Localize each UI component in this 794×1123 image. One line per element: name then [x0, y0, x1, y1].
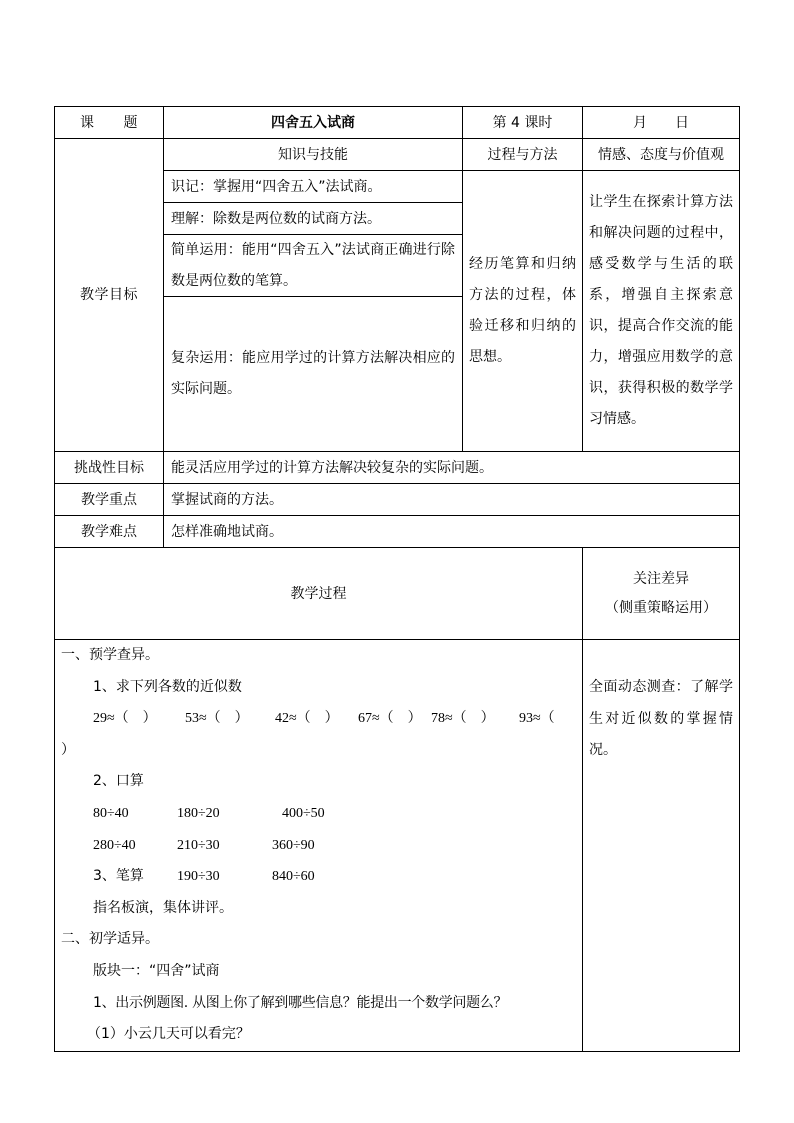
difficulty-text: 怎样准确地试商。: [164, 516, 740, 548]
oral-expr: 210÷30: [177, 837, 220, 853]
process-objective: 经历笔算和归纳方法的过程，体验迁移和归纳的思想。: [463, 171, 583, 452]
col-process-header: 过程与方法: [463, 139, 583, 171]
lesson-plan-page: [54, 106, 739, 1052]
side-header: [583, 548, 740, 640]
written-row: [61, 861, 576, 893]
process-content: [55, 640, 583, 1052]
process-body-row: [55, 640, 740, 1052]
date-label: 月 日: [583, 107, 740, 139]
subject-label: 课 题: [55, 107, 164, 139]
challenge-row: [55, 452, 740, 484]
section-1-heading: 一、预学查异。: [61, 647, 159, 663]
oral-expr: 180÷20: [177, 805, 220, 821]
header-row: [55, 107, 740, 139]
knowledge-item: 识记：掌握用“四舍五入”法试商。: [164, 171, 463, 203]
difficulty-label: 教学难点: [55, 516, 164, 548]
item-approx: 1、求下列各数的近似数: [93, 678, 242, 695]
col-knowledge-header: 知识与技能: [164, 139, 463, 171]
approx-item: 67≈（ ）: [358, 711, 422, 727]
process-header-row: [55, 548, 740, 640]
challenge-text: 能灵活应用学过的计算方法解决较复杂的实际问题。: [164, 452, 740, 484]
oral-expr: 360÷90: [272, 837, 315, 853]
written-expr: 840÷60: [272, 869, 315, 885]
block-1-heading: 版块一：“四舍”试商: [93, 962, 220, 979]
difficulty-row: [55, 516, 740, 548]
knowledge-item: 理解：除数是两位数的试商方法。: [164, 203, 463, 235]
lesson-title: 四舍五入试商: [164, 107, 463, 139]
question-line: （1）小云几天可以看完？: [87, 1026, 250, 1043]
attitude-objective: 让学生在探索计算方法和解决问题的过程中，感受数学与生活的联系，增强自主探索意识，提高合作交流的能力，增强应用数学的意识，获得积极的数学学习情感。: [583, 171, 740, 452]
item-written: 3、笔算: [93, 868, 144, 885]
approx-item: 42≈（ ）: [275, 711, 339, 727]
oral-row-1: [61, 798, 576, 830]
approx-row: [61, 703, 576, 735]
side-note: 全面动态测查：了解学生对近似数的掌握情况。: [583, 640, 740, 1052]
col-attitude-header: 情感、态度与价值观: [583, 139, 740, 171]
section-2-heading: 二、初学适异。: [61, 931, 159, 948]
oral-expr: 400÷50: [282, 805, 325, 821]
note-line: 指名板演，集体讲评。: [93, 899, 233, 916]
challenge-label: 挑战性目标: [55, 452, 164, 484]
key-point-text: 掌握试商的方法。: [164, 484, 740, 516]
objectives-header-row: [55, 139, 740, 171]
objectives-label: 教学目标: [55, 139, 164, 452]
lesson-plan-table: [54, 106, 740, 1052]
approx-item: 93≈（: [519, 711, 555, 727]
key-point-row: [55, 484, 740, 516]
approx-item: 29≈（ ）: [93, 711, 157, 727]
approx-item: 78≈（ ）: [431, 711, 495, 727]
knowledge-item: 复杂运用：能应用学过的计算方法解决相应的实际问题。: [164, 297, 463, 452]
oral-expr: 80÷40: [93, 805, 129, 821]
knowledge-item: 简单运用：能用“四舍五入”法试商正确进行除数是两位数的笔算。: [164, 235, 463, 297]
written-expr: 190÷30: [177, 869, 220, 885]
period-label: 第 4 课时: [463, 107, 583, 139]
item-oral: 2、口算: [93, 773, 144, 790]
oral-row-2: [61, 830, 576, 862]
example-line: 1、出示例题图. 从图上你了解到哪些信息？能提出一个数学问题么？: [93, 994, 508, 1011]
side-title: 关注差异: [633, 570, 689, 587]
process-title: 教学过程: [55, 548, 583, 640]
key-point-label: 教学重点: [55, 484, 164, 516]
side-subtitle: （侧重策略运用）: [605, 599, 717, 616]
oral-expr: 280÷40: [93, 837, 136, 853]
approx-item: 53≈（ ）: [185, 711, 249, 727]
approx-tail: ）: [61, 742, 75, 758]
